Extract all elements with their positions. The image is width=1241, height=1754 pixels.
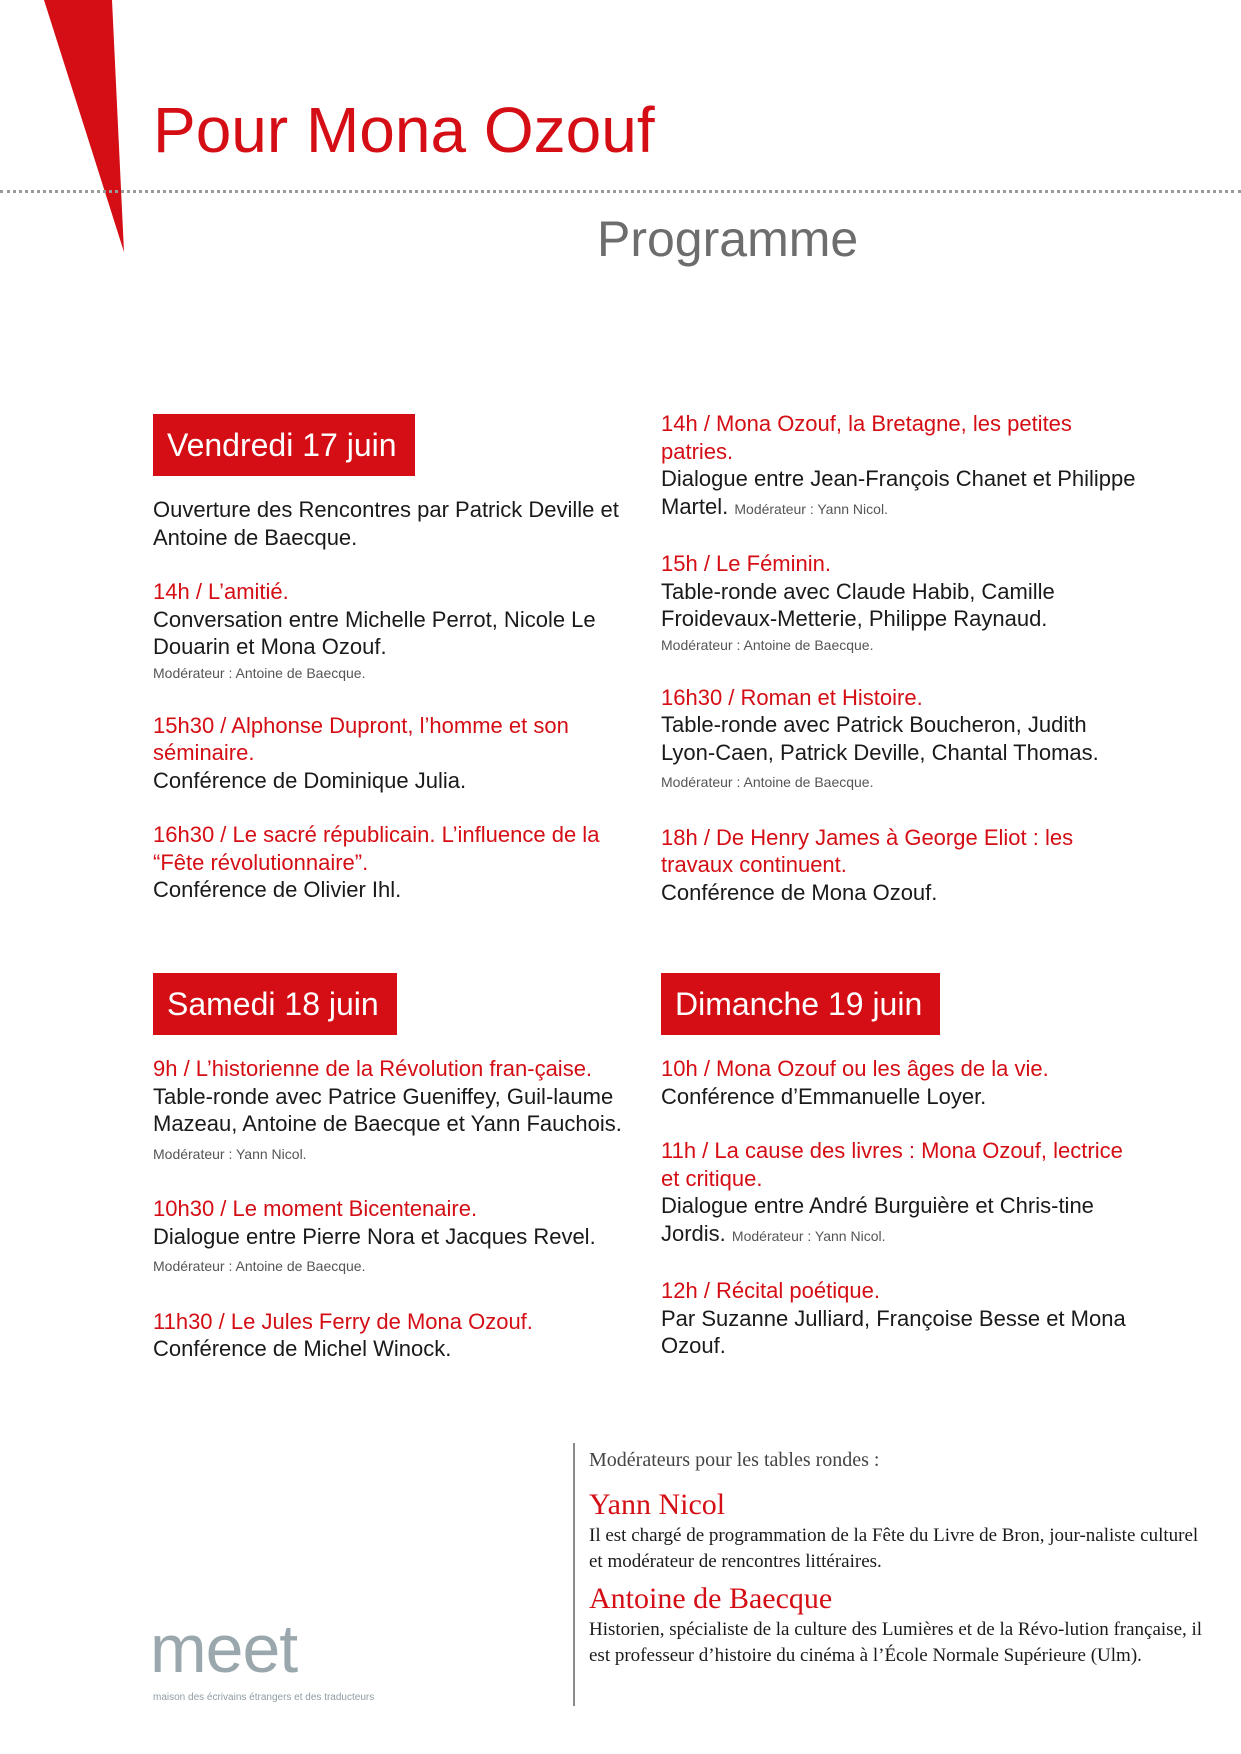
session-title: 18h / De Henry James à George Eliot : les travaux continuent.	[661, 824, 1074, 877]
session-desc-line	[153, 1223, 623, 1281]
session-block	[661, 824, 1141, 907]
session-title: 16h30 / Roman et Histoire.	[661, 684, 923, 710]
page-title: Pour Mona Ozouf	[153, 94, 655, 166]
session-desc: Table-ronde avec Patrice Gueniffey, Guil-laume Mazeau, Antoine de Baecque et Yann Fauchois.	[153, 1083, 622, 1136]
session-block	[153, 1195, 623, 1281]
session-title: 11h30 / Le Jules Ferry de Mona Ozouf.	[153, 1308, 533, 1334]
session-title: 11h / La cause des livres : Mona Ozouf, lectrice et critique.	[661, 1138, 1123, 1191]
session-block	[661, 1277, 1131, 1360]
moderator-name: Yann Nicol	[589, 1488, 726, 1521]
session-desc: Dialogue entre André Burguière et Chris-tine Jordis.	[661, 1193, 1094, 1246]
session-desc: Conférence de Michel Winock.	[153, 1336, 452, 1361]
opening-text: Ouverture des Rencontres par Patrick Deville et Antoine de Baecque.	[153, 497, 619, 550]
logo-tagline: maison des écrivains étrangers et des traducteurs	[153, 1692, 375, 1703]
session-desc-line	[661, 1192, 1131, 1250]
session-desc: Dialogue entre Jean-François Chanet et Philippe Martel.	[661, 466, 1136, 519]
session-desc: Conférence de Mona Ozouf.	[661, 879, 938, 905]
moderator-name: Antoine de Baecque	[589, 1582, 833, 1615]
session-title: 10h30 / Le moment Bicentenaire.	[153, 1196, 478, 1221]
day-label-saturday: Samedi 18 juin	[153, 973, 397, 1035]
session-desc-line	[153, 1083, 623, 1169]
session-block	[153, 1308, 623, 1363]
session-desc: Conversation entre Michelle Perrot, Nicole Le Douarin et Mona Ozouf.	[153, 606, 596, 659]
session-desc: Conférence de Olivier Ihl.	[153, 877, 402, 902]
session-title: 15h30 / Alphonse Dupront, l’homme et son séminaire.	[153, 712, 569, 765]
friday-opening	[153, 496, 653, 551]
session-desc: Dialogue entre Pierre Nora et Jacques Revel.	[153, 1223, 596, 1249]
moderators-panel	[573, 1443, 1209, 1706]
session-moderator: Modérateur : Yann Nicol.	[731, 1227, 886, 1244]
session-title: 16h30 / Le sacré républicain. L’influence de la “Fête révolutionnaire”.	[153, 822, 600, 875]
dotted-divider	[0, 190, 1241, 193]
day-label-sunday: Dimanche 19 juin	[661, 973, 940, 1035]
day-label-friday: Vendredi 17 juin	[153, 414, 415, 476]
session-title: 14h / L’amitié.	[153, 579, 289, 604]
session-desc: Table-ronde avec Claude Habib, Camille Froidevaux-Metterie, Philippe Raynaud.	[661, 578, 1055, 631]
session-block	[153, 1055, 623, 1168]
session-block	[661, 684, 1141, 797]
session-moderator: Modérateur : Antoine de Baecque.	[153, 664, 366, 681]
session-desc: Conférence de Dominique Julia.	[153, 767, 467, 793]
session-title: 15h / Le Féminin.	[661, 551, 831, 576]
session-moderator: Modérateur : Yann Nicol.	[734, 500, 888, 517]
moderator-bio: Il est chargé de programmation de la Fête du Livre de Bron, jour-naliste culturel et modérateur de rencontres littéraires.	[589, 1525, 1199, 1572]
session-desc: Par Suzanne Julliard, Françoise Besse et Mona Ozouf.	[661, 1305, 1126, 1358]
page-subtitle: Programme	[597, 211, 859, 267]
moderator-bio: Historien, spécialiste de la culture des Lumières et de la Révo-lution française, il est professeur d’histoire du cinéma à l’École Normale Supérieure (Ulm).	[589, 1619, 1203, 1666]
sunday-column	[661, 973, 1131, 1387]
friday-column-right	[661, 410, 1141, 933]
session-title: 9h / L’historienne de la Révolution fran-çaise.	[153, 1056, 593, 1081]
session-block	[661, 550, 1141, 657]
session-block	[661, 410, 1141, 523]
session-moderator: Modérateur : Antoine de Baecque.	[153, 1258, 366, 1274]
session-block	[661, 1055, 1131, 1110]
session-moderator: Modérateur : Yann Nicol.	[153, 1145, 307, 1162]
friday-column-left	[153, 414, 653, 931]
session-desc-line	[661, 711, 1141, 797]
session-title: 10h / Mona Ozouf ou les âges de la vie.	[661, 1056, 1049, 1081]
moderators-heading: Modérateurs pour les tables rondes :	[589, 1449, 880, 1471]
session-desc: Table-ronde avec Patrick Boucheron, Judith Lyon-Caen, Patrick Deville, Chantal Thomas.	[661, 712, 1099, 765]
saturday-column	[153, 973, 623, 1390]
session-block	[153, 578, 653, 685]
red-wedge-decoration	[0, 0, 140, 260]
session-desc: Conférence d’Emmanuelle Loyer.	[661, 1083, 987, 1109]
meet-logo: meet	[150, 1611, 298, 1687]
session-moderator: Modérateur : Antoine de Baecque.	[661, 774, 874, 790]
session-desc-line	[661, 465, 1141, 523]
session-block	[153, 712, 653, 795]
session-block	[661, 1137, 1131, 1250]
session-title: 12h / Récital poétique.	[661, 1278, 880, 1303]
session-block	[153, 821, 653, 904]
session-title: 14h / Mona Ozouf, la Bretagne, les petites patries.	[661, 411, 1072, 464]
session-moderator: Modérateur : Antoine de Baecque.	[661, 636, 874, 653]
